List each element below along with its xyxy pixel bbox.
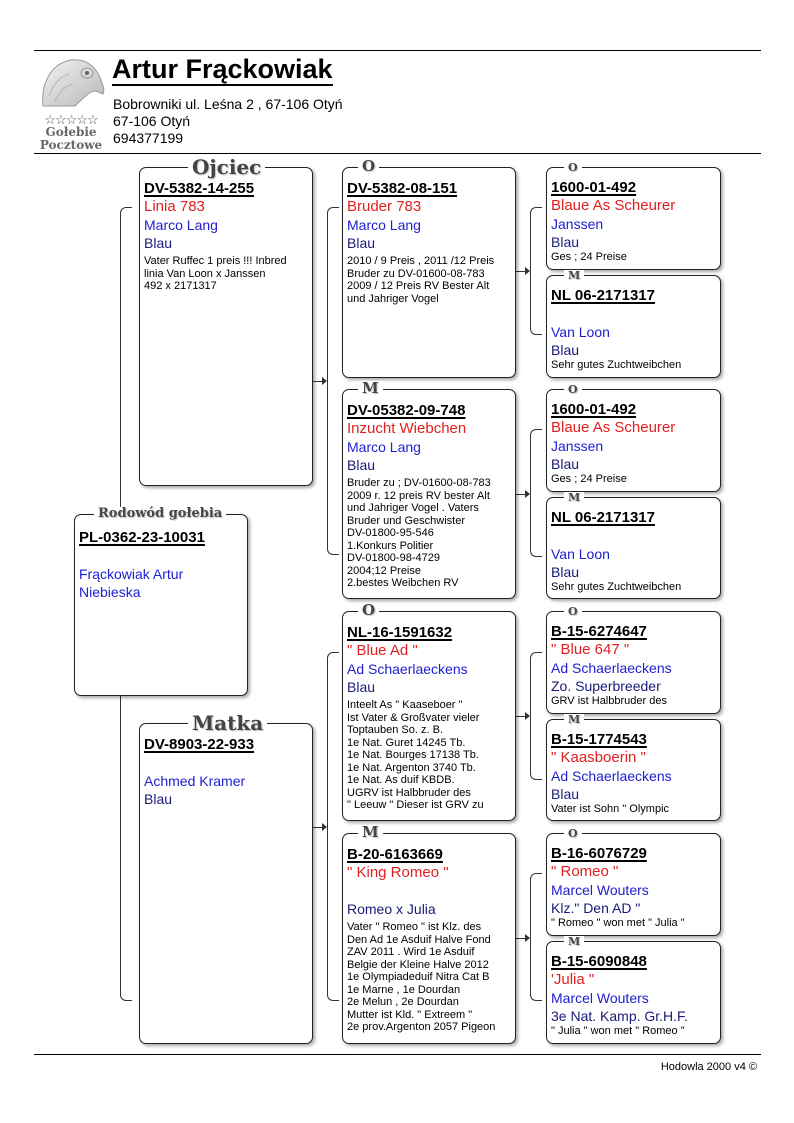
pigeon-name: " Romeo " [551,863,619,880]
ring-number: 1600-01-492 [551,179,637,196]
pigeon-name: Blaue As Scheurer [551,419,676,436]
pigeon-card-ff[interactable] [342,167,516,378]
ring-number: PL-0362-23-10031 [79,529,205,546]
ring-number: DV-5382-08-151 [347,180,458,197]
label-o: O [358,603,379,618]
breeder: Van Loon [551,546,610,562]
owner-address: Bobrowniki ul. Leśna 2 , 67-106 Otyń [113,96,343,112]
logo-stars: ☆☆☆☆☆ [44,112,98,127]
pigeon-name: Bruder 783 [347,198,422,215]
ring-number: DV-8903-22-933 [144,736,255,753]
color: Blau [551,234,580,250]
owner-name: Artur Frąckowiak [112,54,333,84]
header-top-rule [34,50,761,51]
color: Blau [551,564,580,580]
connector-ff-children [530,207,542,335]
header-bottom-rule [34,153,761,154]
ring-number: NL 06-2171317 [551,287,655,304]
pigeon-card-fmf[interactable] [546,389,721,492]
pigeon-card-mother[interactable] [139,723,313,1044]
notes: GRV ist Halbbruder des [551,695,667,707]
color: Blau [551,342,580,358]
pigeon-card-mm[interactable] [342,833,516,1044]
label-o: O [358,159,379,174]
breeder: Marcel Wouters [551,990,649,1006]
color: Blau [144,791,173,807]
label-m: M [564,492,584,503]
pigeon-card-mf[interactable] [342,611,516,821]
label-m: M [564,936,584,947]
label-m: M [358,381,383,396]
color: Blau [347,457,376,473]
notes: Sehr gutes Zuchtweibchen [551,581,682,593]
label-main: Rodowód gołebia [94,507,226,520]
ring-number: B-16-6076729 [551,845,647,862]
breeder: Ad Schaerlaeckens [347,661,468,677]
pigeon-card-mmm[interactable] [546,941,721,1044]
connector-mf-children [530,652,542,780]
notes: Vater ist Sohn " Olympic [551,803,670,815]
pigeon-card-subject[interactable] [74,514,248,696]
breeder: Ad Schaerlaeckens [551,768,672,784]
notes: Vater " Romeo " ist Klz. des Den Ad 1e Asduif Halve Fond ZAV 2011 . Wird 1e Asduif Belgie der Kleine Halve 2012 1e Olympiadeduif Nitra Cat B 1e Marne , 1e Dourdan 2e Melun , 2e Dourdan Mutter ist Kld. " Extreem " 2e prov.Argenton 2057 Pigeon [347,921,496,1033]
pigeon-card-fff[interactable] [546,167,721,270]
pigeon-card-fm[interactable] [342,389,516,599]
notes: Vater Ruffec 1 preis !!! Inbred linia Van Loon x Janssen 492 x 2171317 [144,255,287,292]
logo-text-line1: Gołebie [45,125,97,139]
notes: " Romeo " won met " Julia " [551,917,685,929]
breeder: Frąckowiak Artur [79,566,184,582]
breeder [347,882,512,900]
notes: 2010 / 9 Preis , 2011 /12 Preis Bruder zu DV-01600-08-783 2009 / 12 Preis RV Bester Alt und Jahriger Vogel [347,255,495,305]
color: Blau [144,235,173,251]
pigeon-name [79,547,244,565]
color: Zo. Superbreeder [551,678,661,694]
pigeon-card-fmm[interactable] [546,497,721,599]
pigeon-name: Inzucht Wiebchen [347,420,467,437]
label-o: O [564,384,582,395]
pigeon-name: " King Romeo " [347,864,449,881]
pigeon-name: " Blue Ad " [347,642,418,659]
owner-phone: 694377199 [113,130,184,146]
label-o: O [564,828,582,839]
breeder: Janssen [551,216,604,232]
label-o: O [564,162,582,173]
color: 3e Nat. Kamp. Gr.H.F. [551,1008,688,1024]
color: Blau [347,235,376,251]
notes: Ges ; 24 Preise [551,251,627,263]
ring-number: B-15-6090848 [551,953,647,970]
pigeon-head-icon [35,56,107,108]
connector-mm-children [530,873,542,1001]
ring-number: B-15-6274647 [551,623,647,640]
logo-text-line2: Pocztowe [39,138,103,152]
pigeon-name: " Blue 647 " [551,641,630,658]
breeder: Marco Lang [347,439,421,455]
label-m: M [564,714,584,725]
ring-number: 1600-01-492 [551,401,637,418]
ring-number: DV-5382-14-255 [144,180,255,197]
ring-number: DV-05382-09-748 [347,402,466,419]
color: Klz." Den AD " [551,900,641,916]
pigeon-name [551,305,717,323]
footer-rule [34,1054,761,1055]
pigeon-name: Blaue As Scheurer [551,197,676,214]
color: Romeo x Julia [347,901,436,917]
label-m: M [564,270,584,281]
label-mother: Matka [188,713,267,733]
notes: Sehr gutes Zuchtweibchen [551,359,682,371]
notes: Ges ; 24 Preise [551,473,627,485]
ring-number: NL 06-2171317 [551,509,655,526]
color: Blau [347,679,376,695]
color: Blau [551,456,580,472]
color: Blau [551,786,580,802]
pigeon-name: " Kaasboerin " [551,749,646,766]
pigeon-card-mmf[interactable] [546,833,721,936]
connector-fm-children [530,429,542,557]
ring-number: B-20-6163669 [347,846,443,863]
breeder: Van Loon [551,324,610,340]
label-father: Ojciec [188,157,265,177]
connector-father-children [327,207,339,555]
notes: Bruder zu ; DV-01600-08-783 2009 r. 12 preis RV bester Alt und Jahriger Vogel . Vaters Bruder und Geschwister DV-01800-95-546 1.Konkurs Politier DV-01800-98-4729 2004;12 Preise 2.bestes Weibchen RV [347,477,491,589]
pigeon-card-mfm[interactable] [546,719,721,821]
color: Niebieska [79,584,141,600]
pigeon-name: 'Julia " [551,971,595,988]
breeder: Janssen [551,438,604,454]
pigeon-name: Linia 783 [144,198,205,215]
breeder: Ad Schaerlaeckens [551,660,672,676]
breeder: Marco Lang [347,217,421,233]
breeder: Marco Lang [144,217,218,233]
notes: Inteelt As " Kaaseboer " Ist Vater & Großvater vieler Toptauben So. z. B. 1e Nat. Guret 14245 Tb. 1e Nat. Bourges 17138 Tb. 1e Nat. Argenton 3740 Tb. 1e Nat. As duif KBDB. UGRV ist Halbbruder des " Leeuw " Dieser ist GRV zu [347,699,484,811]
notes: " Julia " won met " Romeo " [551,1025,685,1037]
logo [35,56,107,152]
label-o: O [564,606,582,617]
pigeon-card-mff[interactable] [546,611,721,714]
breeder: Achmed Kramer [144,773,246,789]
breeder: Marcel Wouters [551,882,649,898]
pigeon-card-father[interactable] [139,167,313,486]
ring-number: NL-16-1591632 [347,624,453,641]
pigeon-name [551,527,717,545]
footer-credit: Hodowla 2000 v4 © [660,1061,757,1073]
owner-city: 67-106 Otyń [113,113,191,129]
ring-number: B-15-1774543 [551,731,647,748]
pigeon-name [144,754,309,772]
connector-mother-children [327,652,339,1001]
pigeon-card-ffm[interactable] [546,275,721,378]
label-m: M [358,825,383,840]
